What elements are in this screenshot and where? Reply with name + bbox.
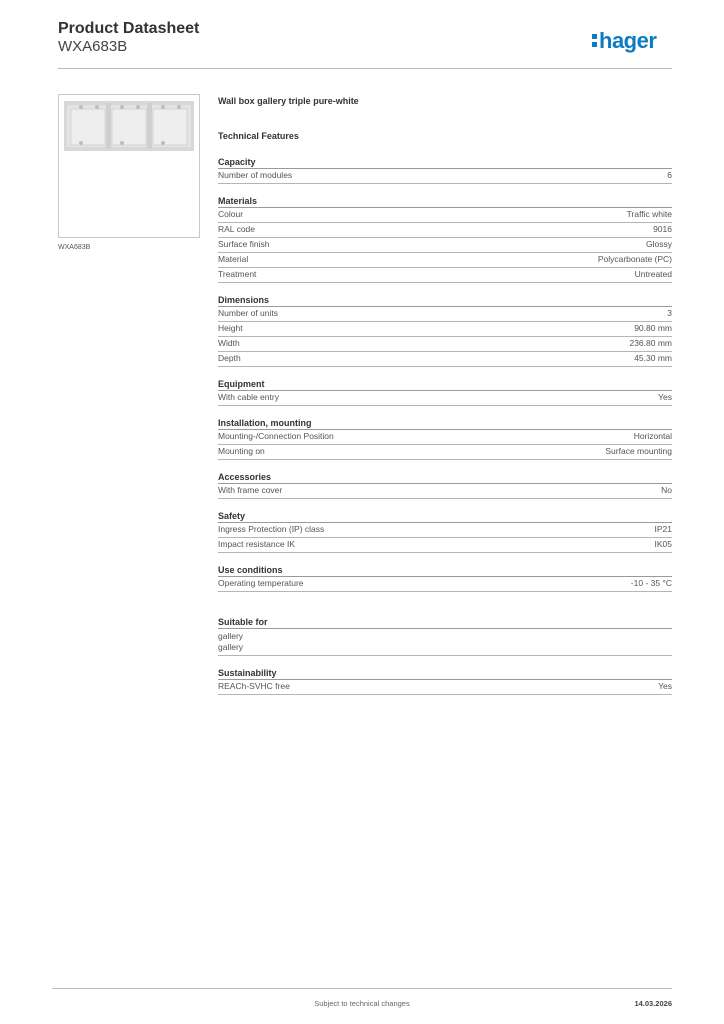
section-title: Materials [218,195,672,208]
spec-label: Treatment [218,269,257,279]
section-use-conditions [218,564,672,592]
product-image-frame [58,94,200,238]
section-capacity [218,156,672,184]
spec-value: 3 [667,308,672,318]
spec-value: 6 [667,170,672,180]
spec-row [218,322,672,337]
spec-value: Surface mounting [605,446,672,456]
spec-label: Number of units [218,308,278,318]
spec-value: 90.80 mm [634,323,672,333]
spec-row [218,680,672,695]
spec-label: Width [218,338,240,348]
footer-divider [52,988,672,989]
feature-sections [218,156,672,592]
spec-label: Surface finish [218,239,270,249]
footer-note: Subject to technical changes [314,999,410,1008]
spec-value: Untreated [634,269,672,279]
section-title: Dimensions [218,294,672,307]
section-title: Installation, mounting [218,417,672,430]
spec-value: Yes [658,681,672,691]
section-materials [218,195,672,283]
spec-label: Colour [218,209,244,219]
spec-label: Mounting on [218,446,265,456]
spec-label: With frame cover [218,485,283,495]
spec-label: REACh-SVHC free [218,681,290,691]
spec-value: Polycarbonate (PC) [597,254,672,264]
spec-row [218,430,672,445]
spec-row [218,169,672,184]
spec-value: 236.80 mm [629,338,672,348]
spec-value: IK05 [654,539,672,549]
spec-label: With cable entry [218,392,279,402]
section-sustainability [218,667,672,695]
section-title: Use conditions [218,564,672,577]
wall-box-image [59,95,199,237]
product-name: Wall box gallery triple pure-white [218,96,359,106]
spec-value: Glossy [646,239,672,249]
footer-date: 14.03.2026 [634,999,672,1008]
spec-label: Height [218,323,243,333]
suitable-item: gallery [218,631,244,641]
section-safety [218,510,672,553]
header-divider [58,68,672,69]
spec-label: Number of modules [218,170,293,180]
section-accessories [218,471,672,499]
logo-dots-icon [592,28,597,47]
spec-value: Horizontal [633,431,672,441]
spec-row [218,391,672,406]
spec-row [218,223,672,238]
spec-row [218,307,672,322]
spec-row [218,484,672,499]
spec-value: Yes [658,392,672,402]
section-title: Suitable for [218,616,672,629]
spec-row [218,577,672,592]
section-dimensions [218,294,672,367]
spec-row [218,253,672,268]
suitable-item: gallery [218,642,244,652]
spec-row [218,268,672,283]
hager-logo [592,28,656,54]
spec-label: RAL code [218,224,256,234]
logo-text: hager [599,28,657,53]
spec-row [218,208,672,223]
page-title: Product Datasheet [58,20,200,37]
image-caption: WXA683B [58,244,91,251]
spec-value: IP21 [654,524,672,534]
spec-value: No [661,485,672,495]
spec-row [218,352,672,367]
spec-row [218,523,672,538]
feature-content [218,96,672,695]
spec-value: Traffic white [626,209,672,219]
section-installation-mounting [218,417,672,460]
spec-label: Impact resistance IK [218,539,296,549]
product-code: WXA683B [58,38,128,55]
spec-value: -10 - 35 °C [630,578,672,588]
section-title: Accessories [218,471,672,484]
spec-label: Depth [218,353,241,363]
spec-row [218,538,672,553]
section-title: Safety [218,510,672,523]
spec-label: Operating temperature [218,578,304,588]
spec-label: Material [218,254,249,264]
section-title: Capacity [218,156,672,169]
section-title: Sustainability [218,667,672,680]
spec-label: Ingress Protection (IP) class [218,524,325,534]
section-suitable-for [218,616,672,656]
spec-row [218,238,672,253]
suitable-list [218,629,672,656]
spec-label: Mounting-/Connection Position [218,431,334,441]
section-title: Equipment [218,378,672,391]
spec-row [218,445,672,460]
section-equipment [218,378,672,406]
spec-value: 9016 [653,224,672,234]
technical-features-title: Technical Features [218,131,299,141]
spec-row [218,337,672,352]
spec-value: 45.30 mm [634,353,672,363]
